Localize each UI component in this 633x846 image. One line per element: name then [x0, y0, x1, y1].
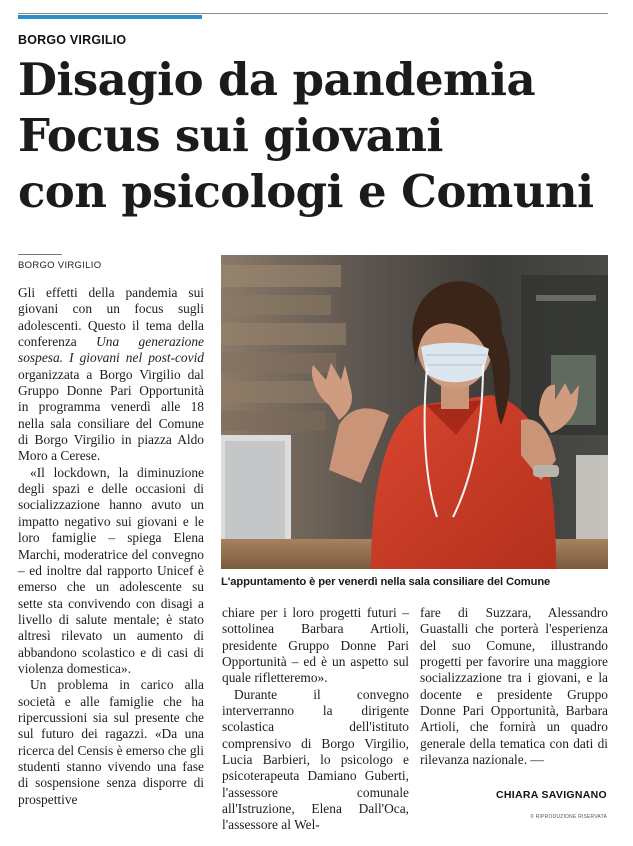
- paragraph: «Il lockdown, la diminuzione degli spazi e delle occasioni di socializzazione hanno avuto un impatto negativo sui giovani e le loro famiglie – spiega Elena Marchi, moderatrice del convegno – ed inoltre dal rapporto Unicef è emerso che un adolescente su sette sta convivendo con disagi a livello di salute mentale; è stato altresì rilevato un aumento di abbandono scolastico e di casi di violenza domestica».: [18, 464, 204, 676]
- paragraph: [18, 285, 204, 465]
- paragraph: Durante il convegno interverranno la dirigente scolastica dell'istituto comprensivo di Borgo Virgilio, Lucia Barbieri, lo psicologo e psicoterapeuta Damiano Guberti, l'assessore comunale all'Istruzione, Elena Dall'Oca, l'assessore al Wel-: [222, 686, 409, 833]
- woman-with-mask-illustration: [221, 255, 608, 569]
- article-column-2: [222, 605, 409, 834]
- conference-title: Una generazione sospesa. I giovani nel post-covid: [18, 334, 204, 366]
- paragraph-text: organizzata a Borgo Virgilio dal Gruppo Donne Pari Opportunità in programma venerdì alle 18 nella sala consiliare del Comune di Borgo Virgilio in piazza Aldo Moro a Cerese.: [18, 366, 204, 464]
- article-column-3: [420, 605, 608, 768]
- article-column-1: [18, 285, 204, 808]
- photo-caption: L'appuntamento è per venerdì nella sala consiliare del Comune: [221, 576, 551, 588]
- top-rule: [18, 13, 608, 14]
- dateline: BORGO VIRGILIO: [18, 260, 102, 271]
- article-photo: [221, 255, 608, 569]
- section-accent-bar: [18, 15, 202, 19]
- author-byline: CHIARA SAVIGNANO: [496, 789, 607, 801]
- paragraph: Un problema in carico alla società e alle famiglie che ha ripercussioni sia sul presente che sul futuro dei ragazzi. «Da una ricerca del Censis è emerso che gli studenti stanno vivendo una fase di sospensione senza disporre di prospettive: [18, 677, 204, 807]
- section-kicker: BORGO VIRGILIO: [18, 33, 127, 47]
- dateline-rule: [18, 254, 62, 255]
- headline-line-2: Focus sui giovani: [18, 109, 443, 162]
- headline: [18, 52, 618, 220]
- headline-line-1: Disagio da pandemia: [18, 53, 536, 106]
- copyright-notice: © RIPRODUZIONE RISERVATA: [530, 814, 607, 820]
- paragraph-text: Gli effetti della pandemia sui giovani con un focus sugli adolescenti. Questo il tema della conferenza: [18, 285, 204, 350]
- paragraph: fare di Suzzara, Alessandro Guastalli che porterà l'esperienza del suo Comune, illustrando progetti per favorire una maggiore socializzazione tra i giovani, e la docente e presidente Gruppo Donne Pari Opportunità, Barbara Artioli, che fornirà un quadro generale della tematica con dati di rilevanza nazionale. —: [420, 605, 608, 768]
- headline-line-3: con psicologi e Comuni: [18, 165, 594, 218]
- paragraph: chiare per i loro progetti futuri – sottolinea Barbara Artioli, presidente Gruppo Donne Pari Opportunità – ed è un aspetto sul quale rifletteremo».: [222, 605, 409, 686]
